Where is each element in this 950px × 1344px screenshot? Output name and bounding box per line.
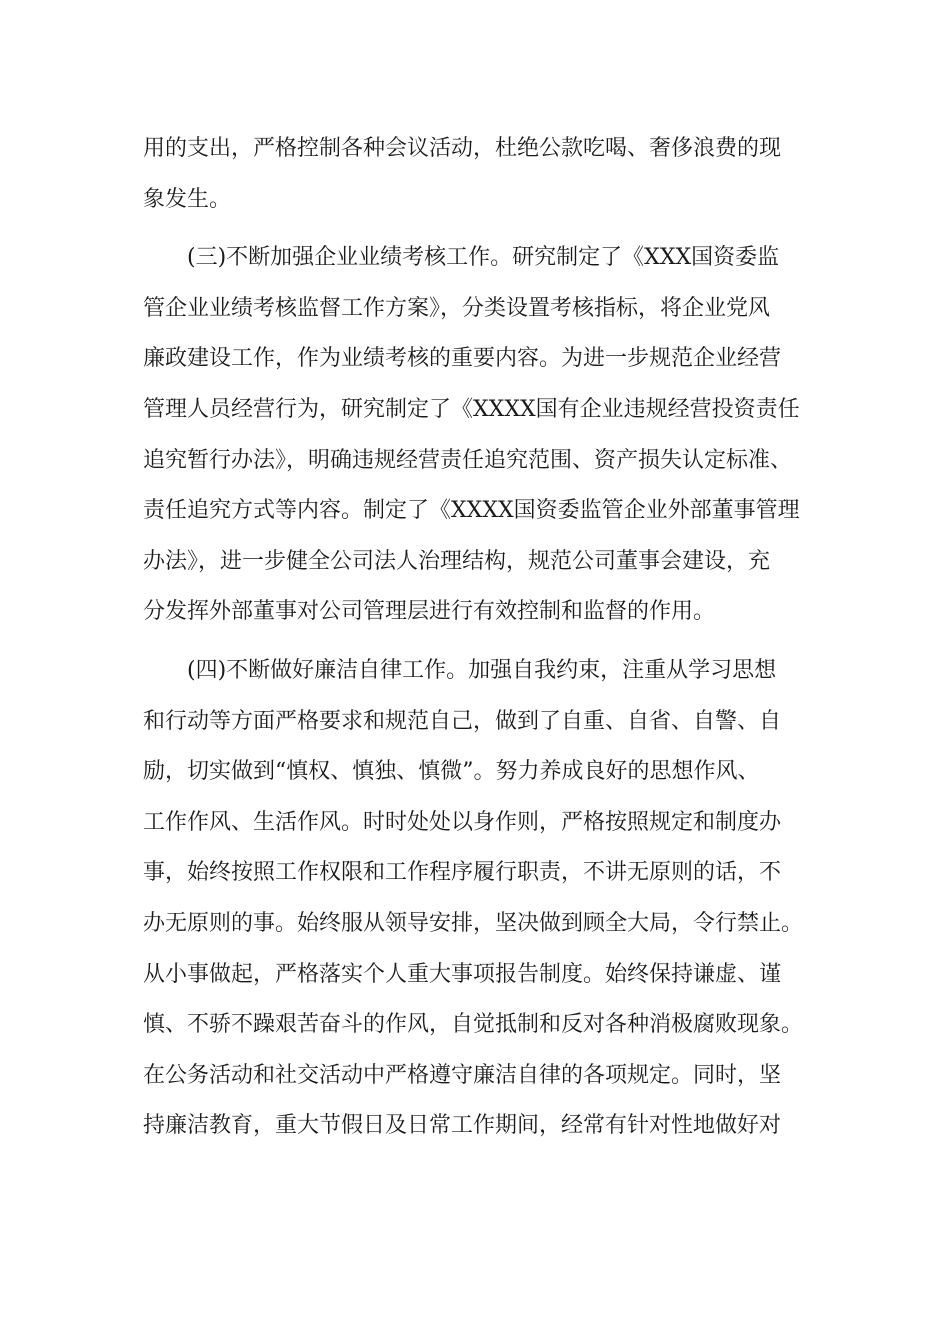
paragraph-line: 和行动等方面严格要求和规范自己，做到了自重、自省、自警、自	[143, 708, 782, 734]
paragraph-line: 持廉洁教育，重大节假日及日常工作期间，经常有针对性地做好对	[143, 1113, 782, 1139]
paragraph-line: 事，始终按照工作权限和工作程序履行职责，不讲无原则的话，不	[143, 860, 782, 886]
paragraph-line: 分发挥外部董事对公司管理层进行有效控制和监督的作用。	[143, 599, 716, 625]
paragraph-line: 廉政建设工作，作为业绩考核的重要内容。为进一步规范企业经营	[143, 346, 782, 372]
paragraph-line: 管企业业绩考核监督工作方案》，分类设置考核指标，将企业党风	[143, 295, 771, 321]
paragraph-line: 管理人员经营行为，研究制定了《XXXX国有企业违规经营投资责任	[143, 396, 800, 422]
section-4-heading-line: (四)不断做好廉洁自律工作。加强自我约束，注重从学习思想	[187, 657, 777, 683]
document-body	[143, 124, 813, 1152]
paragraph-line: 用的支出，严格控制各种会议活动，杜绝公款吃喝、奢侈浪费的现	[143, 136, 782, 161]
paragraph-line: 慎、不骄不躁艰苦奋斗的作风，自觉抵制和反对各种消极腐败现象。	[143, 1012, 804, 1038]
paragraph-line: 追究暂行办法》，明确违规经营责任追究范围、资产损失认定标准、	[143, 447, 793, 473]
paragraph-line: 励，切实做到“慎权、慎独、慎微”。努力养成良好的思想作风、	[143, 759, 760, 785]
paragraph-line: 办法》，进一步健全公司法人治理结构，规范公司董事会建设，充	[143, 548, 771, 574]
section-3-heading-line: (三)不断加强企业业绩考核工作。研究制定了《XXX国资委监	[187, 245, 780, 271]
paragraph-line: 象发生。	[143, 186, 232, 212]
paragraph-line: 在公务活动和社交活动中严格遵守廉洁自律的各项规定。同时，坚	[143, 1062, 782, 1088]
paragraph-line: 办无原则的事。始终服从领导安排，坚决做到顾全大局，令行禁止。	[143, 910, 804, 936]
paragraph-line: 工作作风、生活作风。时时处处以身作则，严格按照规定和制度办	[143, 809, 782, 835]
paragraph-line: 责任追究方式等内容。制定了《XXXX国资委监管企业外部董事管理	[143, 498, 800, 524]
paragraph-line: 从小事做起，严格落实个人重大事项报告制度。始终保持谦虚、谨	[143, 961, 782, 987]
